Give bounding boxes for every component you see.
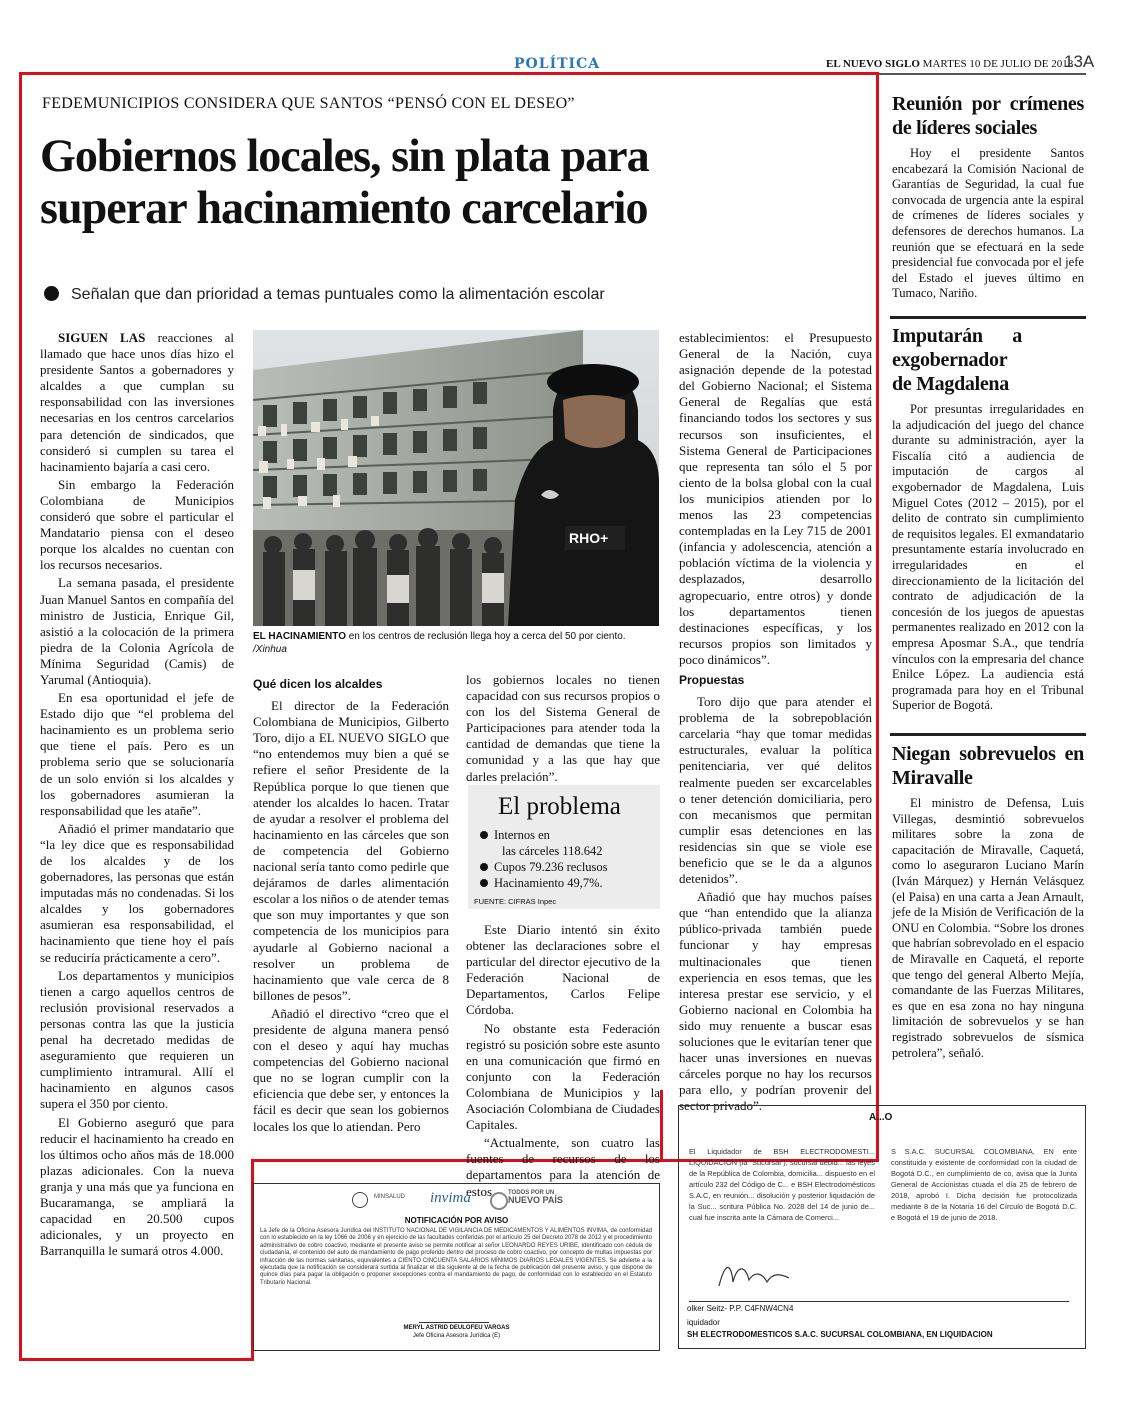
nuevo-pais-icon xyxy=(490,1192,508,1210)
notice-signer-role: Jefe Oficina Asesora Jurídica (E) xyxy=(412,1333,501,1339)
prison-photo-illustration xyxy=(253,330,659,626)
article-subhead xyxy=(44,286,605,304)
minsalud-logo: MINSALUD xyxy=(374,1194,406,1200)
section-label: POLÍTICA xyxy=(514,56,601,72)
paragraph: Añadió el directivo “creo que el presidente de alguna manera pensó con el deseo y aquí hay muchas competencias del Gobierno nacional que no se logran cumplir con la eficiencia que debe ser, y entonces la fácil es decir que sean los gobiernos locales los que lo atiendan. Pero xyxy=(253,1005,449,1134)
fact-source: FUENTE: CIFRAS Inpec xyxy=(474,897,557,906)
logo-line: TODOS POR UN xyxy=(508,1190,555,1196)
bsh-notice-ad xyxy=(678,1105,1086,1349)
paragraph: No obstante esta Federación registró su posición sobre este asunto en una comunicación que firmó en conjunto con la Federación Colombiana de Municipios y la Asociación Colombiana de Ciudades Capitales. xyxy=(466,1020,660,1133)
fact-text: Hacinamiento 49,7%. xyxy=(494,876,603,890)
page-number: 13A xyxy=(1064,52,1095,71)
article-headline xyxy=(40,130,824,234)
fact-text: Cupos 79.236 reclusos xyxy=(494,860,608,874)
paragraph: El Gobierno aseguró que para reducir el hacinamiento ha creado en los últimos ocho años más de 18.000 plazas adicionales. Con la nueva granja y una más que ya funciona en Bucaramanga, se ampliará la capacidad en 20.500 cupos adicionales, y un proyecto en Barranquilla le sumará otros 4.000. xyxy=(40,1114,234,1259)
photo-credit: /Xinhua xyxy=(253,644,287,655)
brief-title: Reunión por crímenes de líderes sociales xyxy=(892,93,1084,139)
brief-divider xyxy=(890,316,1086,319)
paragraph: Este Diario intentó sin éxito obtener las declaraciones sobre el particular del director ejecutivo de la Federación Nacional de Departamentos, Carlos Felipe Córdoba. xyxy=(466,922,660,1018)
fact-text: Internos en xyxy=(494,828,550,842)
fact-item-continued: las cárceles 118.642 xyxy=(502,844,603,858)
photo-caption xyxy=(253,630,659,656)
paragraph: El director de la Federación Colombiana de Municipios, Gilberto Toro, dijo a EL NUEVO SIGLO que “no entendemos muy bien a qué se refiere el señor Presidente de la República porque lo que tienen que atender los alcaldes lo hacen. Tratar de ayudar a resolver el problema del hacinamiento en las cárceles que son de competencia del Gobierno nacional sería tanto como pedirle que dejáramos de darles alimentación escolar a los niños o de atender temas que son muy importantes y que son competencia de los municipios para ayudarle al Gobierno nacional a resolver un problema de hacinamiento que vale cerca de 8 billones de pesos”. xyxy=(253,698,450,1003)
brief-1 xyxy=(892,92,1084,302)
subheading-alcaldes: Qué dicen los alcaldes xyxy=(253,677,383,691)
paragraph: En esa oportunidad el jefe de Estado dijo que “el problema del hacinamiento es un problema serio que tiene el país. Pero es un problema serio que se solucionaría de un solo envión si los alcaldes y los gobernadores asumieran la responsabilidad que les atañe”. xyxy=(40,690,234,818)
bsh-signer-role: iquidador xyxy=(687,1318,720,1327)
paragraph: La semana pasada, el presidente Juan Manuel Santos en compañía del ministro de Justicia, Enrique Gil, asistió a la colocación de la primera piedra de la Colonia Agrícola de Mínima Seguridad (Camis) de Yarumal (Antioquia). xyxy=(40,575,234,687)
paragraph: establecimientos: el Presupuesto General de la Nación, cuya asignación depende de la potestad del Gobierno Nacional; el Sistema General de Regalías que está financiando todos los sectores y sus recursos son insuficientes, el Sistema General de Participaciones que representa tan sólo el 5 por ciento de la bolsa global con la cual los municipios atienden por lo menos las 23 competencias contempladas en la Ley 715 de 2001 (infancia y adolescencia, atención a población víctima de la violencia y desplazados, desarrollo agropecuario, entre otros) y donde los departamentos tienen destinaciones específicas, y los recursos propios son limitados y poco dinámicos”. xyxy=(679,330,872,667)
subhead-text: Señalan que dan prioridad a temas puntuales como la alimentación escolar xyxy=(71,286,605,303)
caption-text: en los centros de reclusión llega hoy a cerca del 50 por ciento. xyxy=(348,631,626,642)
brief-3 xyxy=(892,742,1084,1061)
article-column-3 xyxy=(466,672,660,787)
bsh-notice-title: A...O xyxy=(869,1112,893,1123)
paragraph: los gobiernos locales no tienen capacidad con sus recursos propios o con los del Sistema General de Participaciones para atender toda la cantidad de demandas que tiene la comunidad y a las que hay que darles prelación”. xyxy=(466,672,660,784)
coat-of-arms-icon xyxy=(352,1192,368,1208)
paper-header xyxy=(826,58,1073,70)
brief-2 xyxy=(892,324,1084,714)
article-column-2 xyxy=(253,672,449,1137)
logo-line: NUEVO PAÍS xyxy=(508,1195,563,1205)
invima-logo: invima xyxy=(430,1190,471,1206)
article-column-1 xyxy=(40,330,234,1261)
paragraph: Toro dijo que para atender el problema de la sobrepoblación carcelaria “hay que tomar medidas estructurales, evaluar la política penitenciaria, ver qué delitos realmente pueden ser excarcelables o tener detención domiciliaria, pero con mecanismos que permitan cumplir esas detenciones en las residencias sin que se viole ese beneficio que se le da a algunos detenidos”. xyxy=(679,694,872,887)
brief-divider xyxy=(890,733,1086,736)
brief-title: Imputarán a exgobernador de Magdalena xyxy=(892,325,1022,395)
subheading-propuestas: Propuestas xyxy=(679,672,745,687)
fact-box-title: El problema xyxy=(498,793,621,820)
bsh-signer: olker Seitz- P.P. C4FNW4CN4 xyxy=(687,1304,794,1313)
article-column-3-lower xyxy=(466,922,660,1205)
paragraph: Añadió el primer mandatario que “la ley dice que es responsabilidad de los alcaldes y de los gobernadores, las personas que están imputadas más no condenadas. Si los alcaldes y los gobernadores asumieran esa responsabilidad, el hacinamiento que tiene hoy el país se reduciría prácticamente a cero”. xyxy=(40,820,234,965)
bullet-icon xyxy=(480,879,488,887)
paragraph-text: reacciones al llamado que hace unos días hizo el presidente Santos a gobernadores y alcaldes a que cumplan su responsabilidad con las inversiones necesarias en los centros carcelarios para detención de sindicados, que consideró si cumplen su tarea el hacinamiento bajaría a casi cero. xyxy=(40,330,235,474)
brief-body: El ministro de Defensa, Luis Villegas, desmintió sobrevuelos militares sobre la zona de capacitación de Miravalle, Caquetá, como lo aseguraron Luciano Marín (Iván Márquez) y Hernán Velásquez (el Paisa) en una carta a Jean Arnault, jefe de la Misión de Verificación de la ONU en Colombia. “Sobre los drones que habrían sobrevolado en el espacio de Miravalle en Caquetá, el reporte que tengo del general Alberto Mejía, comandante de las Fuerzas Militares, es que en esa zona no hay ninguna limitación de sobrevuelos y se han registrado sobrevuelos de sísmica petrolera”, señaló. xyxy=(892,796,1084,1060)
bsh-notice-body-left: El Liquidador de BSH ELECTRODOMESTI... LIQUIDACION (la “Sucursal”), sucursal debid... las leyes de la República de Colombia, domicilia... dispuesto en el artículo 232 del Código de C... e BSH Electrodomésticos S.A.C, en reunión... disolución y posterior liquidación de la Suc... scritura Pública No. 2028 del 14 de junio de... cual fue inscrita ante la Cámara de Comerci... xyxy=(689,1147,875,1222)
nuevo-pais-logo xyxy=(508,1190,563,1204)
headline-line-1: Gobiernos locales, sin plata para xyxy=(40,130,649,182)
fact-box xyxy=(468,785,660,909)
notice-title: NOTIFICACIÓN POR AVISO xyxy=(404,1216,509,1225)
vest-label: RHO+ xyxy=(569,530,609,546)
brief-title: Niegan sobrevuelos en Miravalle xyxy=(892,743,1084,789)
bsh-company: SH ELECTRODOMESTICOS S.A.C. SUCURSAL COLOMBIANA, EN LIQUIDACION xyxy=(687,1330,993,1339)
fact-item xyxy=(480,859,660,875)
notice-signer: MERYL ASTRID DEULOFEU VARGAS xyxy=(403,1325,510,1331)
article-kicker: FEDEMUNICIPIOS CONSIDERA QUE SANTOS “PENSÓ CON EL DESEO” xyxy=(42,95,575,112)
fact-list xyxy=(480,827,660,891)
headline-line-2: superar hacinamiento carcelario xyxy=(40,182,648,234)
caption-lead: EL HACINAMIENTO xyxy=(253,631,346,642)
paragraph xyxy=(40,330,234,475)
lead-in: SIGUEN LAS xyxy=(58,330,146,345)
bullet-icon xyxy=(480,831,488,839)
bullet-icon xyxy=(480,863,488,871)
signature-mark xyxy=(419,1310,489,1323)
invima-notice-ad xyxy=(253,1183,660,1351)
paragraph: Los departamentos y municipios tienen a cargo aquellos centros de reclusión provisional reservados a personas contra las que la justicia penal ha decretado medidas de aseguramiento que requieren un cumplimiento intramural. Allí el hacinamiento en algunos casos supera el 350 por ciento. xyxy=(40,967,234,1112)
issue-date: MARTES 10 DE JULIO DE 2018 xyxy=(922,58,1074,70)
signature-mark xyxy=(715,1256,795,1296)
brief-body: Hoy el presidente Santos encabezará la Comisión Nacional de Garantías de Seguridad, la cual fue convocada de urgencia ante la espiral de crímenes de líderes sociales y defensores de derechos humanos. La reunión que se efectuará en la sede presidencial fue convocada por el jefe del Estado el jueves último en Tumaco, Nariño. xyxy=(892,146,1084,301)
paper-name: EL NUEVO SIGLO xyxy=(826,58,920,70)
article-column-4 xyxy=(679,330,872,1117)
signature-rule xyxy=(689,1301,1069,1302)
paragraph: Añadió que hay muchos países que “han entendido que la alianza público-privada también puede funcionar y hay empresas multinacionales que tienen experiencia en esos temas, que les interesa prestar ese servicio, y el Gobierno nacional en Colombia ha sido muy renuente a buscar esas soluciones que le evitarían tener que hacer unas inversiones en nuevas cárceles porque no hay los recursos para ello, y podrían provenir del sector privado”. xyxy=(679,889,872,1114)
article-photo xyxy=(253,330,659,626)
fact-item xyxy=(480,827,660,843)
bsh-notice-body-right: S S.A.C. SUCURSAL COLOMBIANA, EN ente constituida y existente de conformidad con la ciudad de Bogotá D.C., en cumplimiento de co, avisa que la Junta General de Accionistas ctuada el día 25 de febrero de 2018, aprobó I. Dicha decisión fue protocolizada mediante 8 de la Notaría 16 del Círculo de Bogotá D.C. e Bogotá el 19 de junio de 2018. xyxy=(891,1147,1077,1222)
paragraph: Sin embargo la Federación Colombiana de Municipios consideró que sobre el particular el Mandatario piensa con el deseo porque los alcaldes no cuentan con los recursos necesarios. xyxy=(40,476,234,573)
brief-body: Por presuntas irregularidades en la adjudicación del juego del chance durante su administración, ayer la Fiscalía citó a audiencia de imputación de cargos al exgobernador de Magdalena, Luis Miguel Cotes (2012 – 2015), por el delito de contrato sin cumplimiento de requisitos legales. El exmandatario presuntamente estaría involucrado en irregularidades en el direccionamiento de la licitación del contrato de adjudicación de la concesión de los juegos de apuestas permanentes realizado en 2012 con la empresa Aposmar S.A., que tendría vínculos con la empresaria del chance Enilce López. La audiencia está programada para hoy en el Tribunal Superior de Bogotá. xyxy=(892,402,1084,713)
fact-item xyxy=(480,875,660,891)
bullet-icon xyxy=(44,286,59,301)
notice-body: La Jefe de la Oficina Asesora Jurídica del INSTITUTO NACIONAL DE VIGILANCIA DE MEDICAMENTOS Y ALIMENTOS INVIMA, de conformidad con lo establecido en la ley 1066 de 2006 y en ejercicio de las facultades conferidas por el artículo 25 del Decreto 2078 de 2012 y el procedimiento administrativo de cobro coactivo, mediante el presente aviso se permite notificar al señor LEONARDO REYES URIBE, identificado con cédula de ciudadanía, el contenido del auto de mandamiento de pago proferido dentro del proceso de cobro coactivo, por concepto de multas impuestas por infracción de las normas sanitarias, equivalentes a CIENTO CINCUENTA SALARIOS MÍNIMOS DIARIOS LEGALES VIGENTES. Se advierte a la ejecutada que la notificación se considerará surtida al finalizar el día siguiente al de la fecha de publicación del presente aviso, y que dispone de quince días para pagar la obligación o proponer excepciones contra el mandamiento de pago, de conformidad con lo establecido en el Estatuto Tributario Nacional. xyxy=(260,1228,652,1286)
paragraph: “Actualmente, son cuatro las fuentes de recursos de los departamentos para la atención de estos xyxy=(466,1135,660,1199)
